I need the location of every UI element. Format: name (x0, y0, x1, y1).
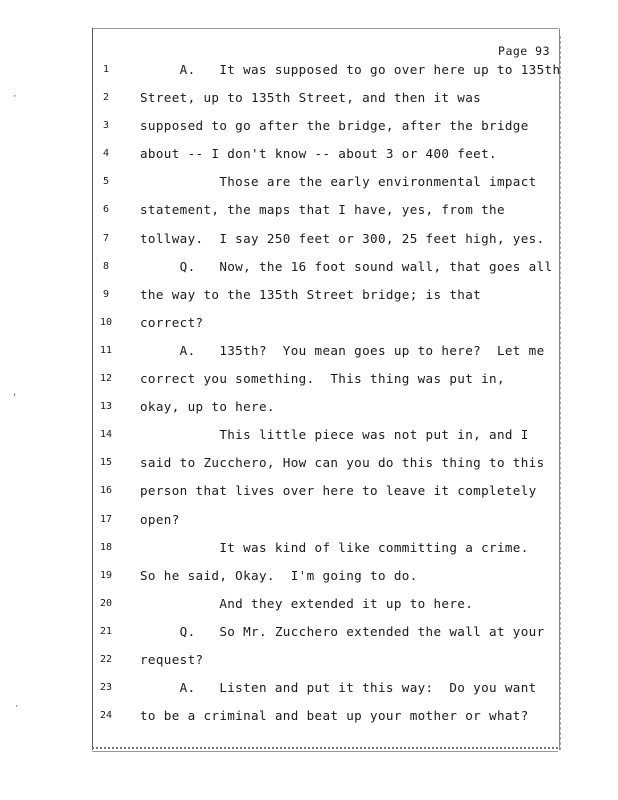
line-number: 1 (102, 64, 110, 75)
transcript-line (0, 339, 618, 367)
transcript-line (0, 311, 618, 339)
transcript-line (0, 114, 618, 142)
line-text: request? (140, 651, 204, 667)
transcript-line (0, 592, 618, 620)
line-number: 17 (99, 513, 113, 525)
line-text: open? (140, 511, 180, 527)
transcript-line (0, 536, 618, 564)
transcript-line (0, 648, 618, 676)
line-number: 3 (102, 120, 110, 132)
line-text: said to Zucchero, How can you do this thing to this (140, 455, 545, 471)
line-number: 6 (102, 204, 110, 216)
line-number: 18 (99, 541, 113, 553)
transcript-body (0, 58, 618, 732)
line-text: This little piece was not put in, and I (140, 427, 529, 443)
line-number: 14 (99, 429, 113, 441)
transcript-line (0, 283, 618, 311)
line-text: Q. So Mr. Zucchero extended the wall at your (140, 623, 545, 639)
transcript-line (0, 142, 618, 170)
line-text: A. Listen and put it this way: Do you want (140, 680, 537, 696)
line-number: 23 (99, 682, 113, 694)
line-text: A. It was supposed to go over here up to 135th (140, 62, 561, 77)
line-number: 15 (99, 457, 113, 469)
line-number: 24 (99, 710, 113, 722)
line-text: It was kind of like committing a crime. (140, 539, 529, 555)
transcript-line (0, 479, 618, 507)
line-text: to be a criminal and beat up your mother or what? (140, 708, 529, 724)
line-number: 22 (99, 653, 113, 665)
transcript-line (0, 451, 618, 479)
transcript-line (0, 255, 618, 283)
transcript-line (0, 423, 618, 451)
transcript-line (0, 58, 618, 86)
line-number: 8 (102, 260, 110, 272)
line-text: Q. Now, the 16 foot sound wall, that goes all (140, 258, 553, 274)
line-text: correct you something. This thing was put in, (140, 371, 505, 387)
line-text: correct? (140, 314, 204, 330)
page-frame-bottom-border (92, 747, 558, 749)
line-text: tollway. I say 250 feet or 300, 25 feet high, yes. (140, 230, 545, 246)
transcript-line (0, 704, 618, 732)
line-number: 16 (99, 485, 113, 497)
line-text: statement, the maps that I have, yes, from the (140, 202, 505, 218)
line-text: the way to the 135th Street bridge; is that (140, 286, 482, 302)
line-number: 12 (99, 373, 113, 385)
line-text: Those are the early environmental impact (140, 174, 537, 190)
line-number: 2 (102, 92, 110, 104)
line-number: 21 (99, 625, 113, 637)
line-number: 20 (99, 597, 113, 609)
page-frame-bottom-rule (92, 751, 558, 752)
transcript-line (0, 564, 618, 592)
line-text: about -- I don't know -- about 3 or 400 feet. (140, 146, 497, 162)
line-text: person that lives over here to leave it completely (140, 483, 537, 499)
line-number: 4 (102, 148, 110, 160)
line-number: 7 (102, 232, 110, 244)
line-number: 19 (99, 569, 113, 581)
line-number: 13 (99, 401, 113, 413)
transcript-line (0, 620, 618, 648)
scan-mark: · (14, 702, 20, 712)
transcript-line (0, 676, 618, 704)
line-number: 11 (99, 344, 113, 356)
transcript-line (0, 198, 618, 226)
line-text: Street, up to 135th Street, and then it was (140, 90, 482, 106)
transcript-line (0, 367, 618, 395)
line-number: 9 (102, 288, 110, 300)
transcript-line (0, 508, 618, 536)
page-number: Page 93 (498, 44, 550, 58)
transcript-line (0, 395, 618, 423)
scan-mark: ‚ (12, 388, 18, 398)
line-number: 10 (99, 316, 113, 328)
line-text: And they extended it up to here. (140, 595, 474, 611)
transcript-line (0, 227, 618, 255)
line-text: So he said, Okay. I'm going to do. (140, 567, 418, 583)
scan-mark: · (12, 92, 18, 102)
transcript-line (0, 170, 618, 198)
line-text: A. 135th? You mean goes up to here? Let me (140, 342, 545, 358)
line-text: supposed to go after the bridge, after the bridge (140, 118, 529, 134)
line-number: 5 (102, 176, 110, 188)
line-text: okay, up to here. (140, 399, 275, 415)
transcript-line (0, 86, 618, 114)
